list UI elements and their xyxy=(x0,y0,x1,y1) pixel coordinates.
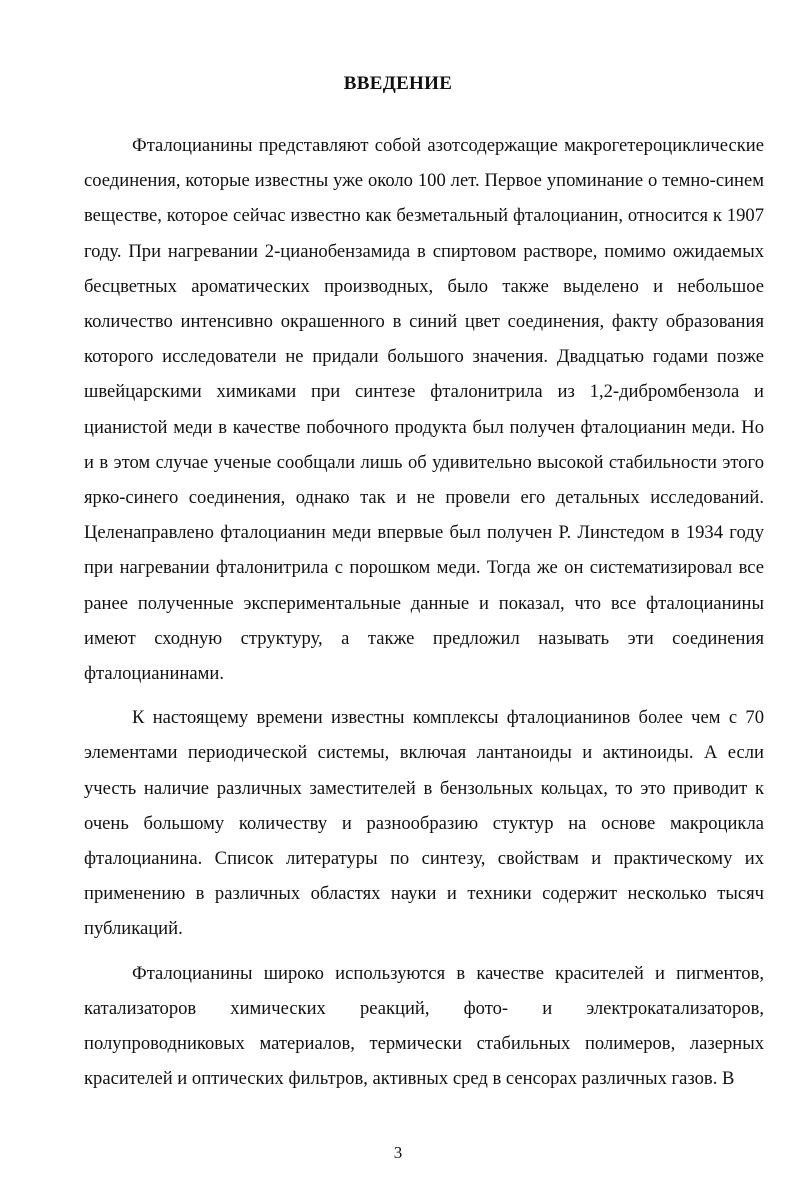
paragraph-1: Фталоцианины представляют собой азотсодержащие макрогетероциклические соединения, которые известны уже около 100 лет. Первое упоминание о темно-синем веществе, которое сейчас известно как безметальный фталоцианин, относится к 1907 году. При нагревании 2-цианобензамида в спиртовом растворе, помимо ожидаемых бесцветных ароматических производных, было также выделено и небольшое количество интенсивно окрашенного в синий цвет соединения, факту образования которого исследователи не придали большого значения. Двадцатью годами позже швейцарскими химиками при синтезе фталонитрила из 1,2-дибромбензола и цианистой меди в качестве побочного продукта был получен фталоцианин меди. Но и в этом случае ученые сообщали лишь об удивительно высокой стабильности этого ярко-синего соединения, однако так и не провели его детальных исследований. Целенаправлено фталоцианин меди впервые был получен Р. Линстедом в 1934 году при нагревании фталонитрила с порошком меди. Тогда же он систематизировал все ранее полученные экспериментальные данные и показал, что все фталоцианины имеют сходную структуру, а также предложил называть эти соединения фталоцианинами. xyxy=(84,135,764,685)
page-title: ВВЕДЕНИЕ xyxy=(343,73,453,94)
page-number: 3 xyxy=(393,1143,403,1162)
paragraph-3: Фталоцианины широко используются в качестве красителей и пигментов, катализаторов химических реакций, фото- и электрокатализаторов, полупроводниковых материалов, термически стабильных полимеров, лазерных красителей и оптических фильтров, активных сред в сенсорах различных газов. В xyxy=(84,962,764,1090)
paragraph-2: К настоящему времени известны комплексы фталоцианинов более чем с 70 элементами периодической системы, включая лантаноиды и актиноиды. А если учесть наличие различных заместителей в бензольных кольцах, то это приводит к очень большому количеству и разнообразию стуктур на основе макроцикла фталоцианина. Список литературы по синтезу, свойствам и практическому их применению в различных областях науки и техники содержит несколько тысяч публикаций. xyxy=(84,707,764,940)
document-body xyxy=(84,128,764,1096)
